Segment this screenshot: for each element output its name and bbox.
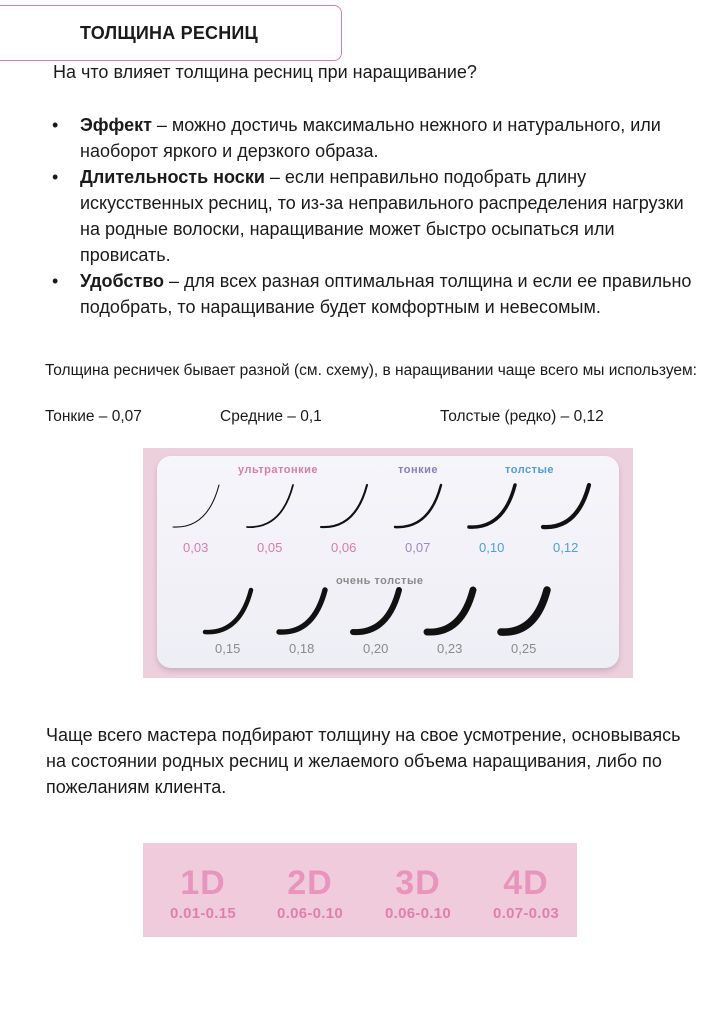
label-ultrathin: ультратонкие [238,464,318,476]
lash-value: 0,03 [183,540,209,555]
bullet: • [52,115,59,135]
size-thick: Толстые (редко) – 0,12 [440,408,604,425]
row-thick-lashes [205,590,547,656]
lash-curve-0-18 [279,590,325,632]
volume-item [476,865,576,922]
lash-curve-0-07 [395,485,441,527]
thickness-intro: Толщина ресничек бывает разной (см. схему), в наращивании чаще всего мы используем: [45,362,697,379]
lash-curve-0-06 [321,485,367,527]
lash-curve-0-20 [353,590,399,632]
lash-curve-0-23 [427,590,473,632]
label-thick: толстые [505,464,555,476]
lash-value: 0,23 [437,641,463,656]
volume-range: 0.07-0.03 [492,905,560,922]
bullet: • [52,167,59,187]
factors-list [52,112,702,320]
factor-text: – можно достичь максимально нежного и натурального, или наоборот яркого и дерзкого образа. [80,115,661,161]
conclusion-text: Чаще всего мастера подбирают толщину на свое усмотрение, основываясь на состоянии родных ресниц и желаемого объема наращивания, либо по пожеланиям клиента. [46,725,681,797]
list-item [52,112,702,164]
size-thin: Тонкие – 0,07 [45,408,142,425]
thickness-scheme [143,448,633,678]
volume-range: 0.06-0.10 [276,905,344,922]
volume-label: 1D [180,864,226,902]
lash-value: 0,10 [479,540,505,555]
factor-term: Длительность носки [80,167,265,187]
lash-value: 0,25 [511,641,537,656]
lash-curve-0-15 [205,590,251,632]
bullet: • [52,271,59,291]
lash-value: 0,20 [363,641,389,656]
lash-curve-0-10 [469,485,515,527]
lash-value: 0,05 [257,540,283,555]
label-very-thick: очень толстые [336,575,424,587]
factor-text: – для всех разная оптимальная толщина и если ее правильно подобрать, то наращивание будет комфортным и невесомым. [80,271,692,317]
volume-range: 0.01-0.15 [169,905,237,922]
label-thin: тонкие [398,464,438,476]
volume-item [153,865,253,922]
factor-term: Удобство [80,271,165,291]
volume-range: 0.06-0.10 [384,905,452,922]
size-medium: Средние – 0,1 [220,408,322,425]
volume-item [260,865,360,922]
lash-curve-0-05 [247,485,293,527]
row-thin-lashes [173,485,589,555]
lash-value: 0,15 [215,641,241,656]
volume-banner [143,843,577,937]
volume-label: 4D [503,864,549,902]
factor-text: – если неправильно подобрать длину искусственных ресниц, то из-за неправильного распределения нагрузки на родные волоски, наращивание может быстро осыпаться или провисать. [80,167,684,265]
scheme-graphic [143,448,633,678]
lash-curve-0-25 [501,590,547,632]
lash-value: 0,07 [405,540,431,555]
lash-value: 0,06 [331,540,357,555]
page-title: ТОЛЩИНА РЕСНИЦ [80,23,258,43]
volume-item [368,865,468,922]
lash-curve-0-12 [543,485,589,527]
volume-label: 2D [287,864,333,902]
lash-curve-0-03 [173,485,219,527]
question-text: На что влияет толщина ресниц при наращивание? [53,62,477,82]
volume-label: 3D [395,864,441,902]
list-item [52,164,702,268]
lash-value: 0,12 [553,540,579,555]
factor-term: Эффект [80,115,152,135]
list-item [52,268,702,320]
lash-value: 0,18 [289,641,315,656]
